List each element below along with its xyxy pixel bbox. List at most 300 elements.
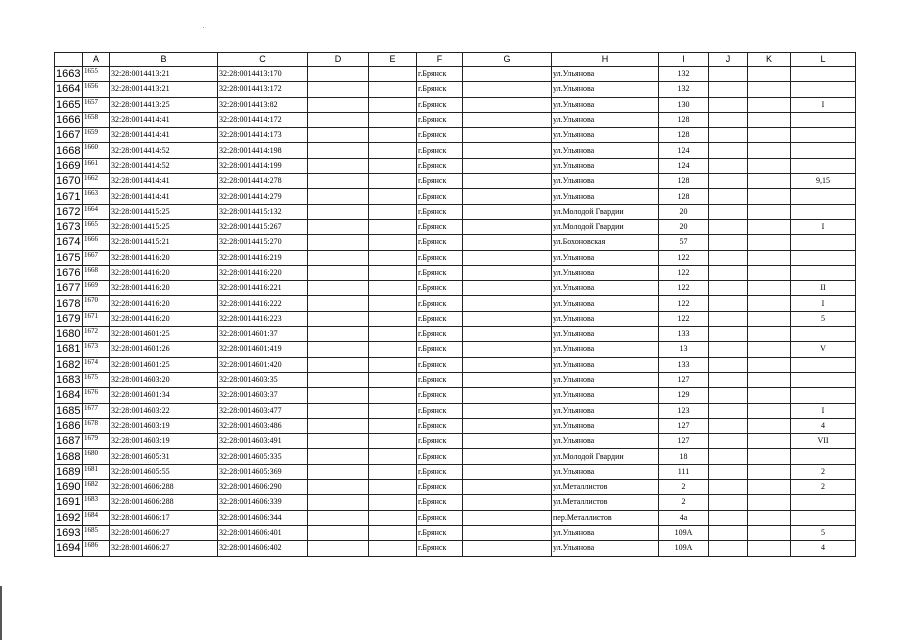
cell-c[interactable]: 32:28:0014416:220 [218,265,308,280]
cell-i[interactable]: 122 [659,265,709,280]
cell-j[interactable] [709,67,748,82]
cell-g[interactable] [463,418,552,433]
cell-h[interactable]: ул.Ульянова [552,372,659,387]
cell-g[interactable] [463,189,552,204]
cell-l[interactable] [791,388,856,403]
column-header-i[interactable]: I [659,53,709,67]
cell-l[interactable]: I [791,403,856,418]
cell-g[interactable] [463,204,552,219]
cell-g[interactable] [463,388,552,403]
cell-k[interactable] [748,357,791,372]
cell-j[interactable] [709,204,748,219]
cell-b[interactable]: 32:28:0014414:41 [110,189,218,204]
cell-h[interactable]: ул.Металлистов [552,495,659,510]
cell-c[interactable]: 32:28:0014414:279 [218,189,308,204]
cell-k[interactable] [748,525,791,540]
cell-j[interactable] [709,296,748,311]
cell-k[interactable] [748,434,791,449]
cell-b[interactable]: 32:28:0014606:27 [110,525,218,540]
cell-h[interactable]: ул.Ульянова [552,311,659,326]
row-number[interactable]: 1681 [55,342,83,357]
cell-l[interactable]: VII [791,434,856,449]
cell-f[interactable]: г.Брянск [417,82,463,97]
row-number[interactable]: 1665 [55,97,83,112]
cell-l[interactable]: II [791,281,856,296]
cell-f[interactable]: г.Брянск [417,495,463,510]
cell-e[interactable] [369,525,417,540]
cell-b[interactable]: 32:28:0014413:21 [110,67,218,82]
cell-k[interactable] [748,235,791,250]
cell-i[interactable]: 13 [659,342,709,357]
cell-e[interactable] [369,82,417,97]
cell-b[interactable]: 32:28:0014606:17 [110,510,218,525]
cell-b[interactable]: 32:28:0014606:27 [110,541,218,556]
cell-h[interactable]: ул.Ульянова [552,327,659,342]
cell-d[interactable] [308,143,369,158]
cell-b[interactable]: 32:28:0014601:26 [110,342,218,357]
cell-b[interactable]: 32:28:0014601:25 [110,357,218,372]
cell-f[interactable]: г.Брянск [417,342,463,357]
cell-f[interactable]: г.Брянск [417,418,463,433]
cell-d[interactable] [308,388,369,403]
cell-l[interactable] [791,250,856,265]
row-number[interactable]: 1663 [55,67,83,82]
row-number[interactable]: 1678 [55,296,83,311]
cell-l[interactable] [791,128,856,143]
cell-a[interactable]: 1657 [83,97,110,112]
cell-i[interactable]: 109А [659,525,709,540]
cell-j[interactable] [709,495,748,510]
cell-l[interactable]: I [791,296,856,311]
cell-a[interactable]: 1664 [83,204,110,219]
column-header-c[interactable]: C [218,53,308,67]
cell-i[interactable]: 122 [659,250,709,265]
cell-d[interactable] [308,480,369,495]
cell-d[interactable] [308,250,369,265]
cell-d[interactable] [308,265,369,280]
cell-d[interactable] [308,372,369,387]
cell-f[interactable]: г.Брянск [417,388,463,403]
cell-f[interactable]: г.Брянск [417,464,463,479]
cell-b[interactable]: 32:28:0014603:19 [110,434,218,449]
cell-f[interactable]: г.Брянск [417,250,463,265]
cell-e[interactable] [369,510,417,525]
row-number[interactable]: 1683 [55,372,83,387]
cell-f[interactable]: г.Брянск [417,327,463,342]
cell-h[interactable]: ул.Ульянова [552,189,659,204]
cell-b[interactable]: 32:28:0014416:20 [110,250,218,265]
cell-k[interactable] [748,67,791,82]
cell-a[interactable]: 1672 [83,327,110,342]
cell-g[interactable] [463,525,552,540]
cell-k[interactable] [748,204,791,219]
cell-c[interactable]: 32:28:0014414:199 [218,158,308,173]
column-header-k[interactable]: K [748,53,791,67]
cell-f[interactable]: г.Брянск [417,525,463,540]
cell-h[interactable]: ул.Ульянова [552,112,659,127]
cell-l[interactable]: I [791,219,856,234]
column-header-j[interactable]: J [709,53,748,67]
cell-d[interactable] [308,204,369,219]
cell-c[interactable]: 32:28:0014414:278 [218,174,308,189]
cell-a[interactable]: 1681 [83,464,110,479]
cell-j[interactable] [709,265,748,280]
cell-h[interactable]: ул.Ульянова [552,541,659,556]
cell-e[interactable] [369,403,417,418]
cell-g[interactable] [463,495,552,510]
cell-e[interactable] [369,265,417,280]
cell-a[interactable]: 1660 [83,143,110,158]
cell-f[interactable]: г.Брянск [417,281,463,296]
cell-a[interactable]: 1668 [83,265,110,280]
cell-b[interactable]: 32:28:0014603:19 [110,418,218,433]
cell-j[interactable] [709,525,748,540]
cell-l[interactable] [791,357,856,372]
row-number[interactable]: 1680 [55,327,83,342]
cell-l[interactable] [791,372,856,387]
cell-h[interactable]: ул.Ульянова [552,128,659,143]
cell-b[interactable]: 32:28:0014605:55 [110,464,218,479]
cell-h[interactable]: ул.Ульянова [552,388,659,403]
column-header-g[interactable]: G [463,53,552,67]
cell-c[interactable]: 32:28:0014603:491 [218,434,308,449]
cell-a[interactable]: 1663 [83,189,110,204]
cell-g[interactable] [463,311,552,326]
cell-g[interactable] [463,480,552,495]
cell-l[interactable]: 9,15 [791,174,856,189]
cell-c[interactable]: 32:28:0014603:486 [218,418,308,433]
cell-c[interactable]: 32:28:0014606:344 [218,510,308,525]
cell-g[interactable] [463,97,552,112]
cell-j[interactable] [709,97,748,112]
cell-l[interactable] [791,143,856,158]
row-number[interactable]: 1694 [55,541,83,556]
cell-k[interactable] [748,158,791,173]
cell-d[interactable] [308,82,369,97]
cell-l[interactable]: 5 [791,525,856,540]
cell-j[interactable] [709,464,748,479]
cell-g[interactable] [463,403,552,418]
cell-d[interactable] [308,128,369,143]
cell-k[interactable] [748,112,791,127]
cell-d[interactable] [308,97,369,112]
cell-c[interactable]: 32:28:0014605:335 [218,449,308,464]
cell-e[interactable] [369,219,417,234]
row-number[interactable]: 1675 [55,250,83,265]
cell-g[interactable] [463,281,552,296]
cell-d[interactable] [308,434,369,449]
cell-l[interactable] [791,204,856,219]
cell-i[interactable]: 111 [659,464,709,479]
cell-c[interactable]: 32:28:0014414:172 [218,112,308,127]
cell-a[interactable]: 1679 [83,434,110,449]
cell-k[interactable] [748,189,791,204]
cell-h[interactable]: ул.Ульянова [552,67,659,82]
cell-e[interactable] [369,327,417,342]
cell-a[interactable]: 1667 [83,250,110,265]
cell-i[interactable]: 123 [659,403,709,418]
cell-a[interactable]: 1682 [83,480,110,495]
cell-e[interactable] [369,189,417,204]
cell-k[interactable] [748,388,791,403]
cell-k[interactable] [748,281,791,296]
cell-f[interactable]: г.Брянск [417,143,463,158]
cell-h[interactable]: ул.Ульянова [552,434,659,449]
cell-l[interactable]: V [791,342,856,357]
cell-e[interactable] [369,434,417,449]
cell-d[interactable] [308,541,369,556]
cell-k[interactable] [748,372,791,387]
cell-a[interactable]: 1673 [83,342,110,357]
cell-g[interactable] [463,464,552,479]
cell-j[interactable] [709,143,748,158]
cell-e[interactable] [369,495,417,510]
cell-j[interactable] [709,158,748,173]
cell-f[interactable]: г.Брянск [417,112,463,127]
cell-j[interactable] [709,480,748,495]
cell-l[interactable] [791,82,856,97]
cell-f[interactable]: г.Брянск [417,372,463,387]
cell-d[interactable] [308,67,369,82]
cell-g[interactable] [463,128,552,143]
cell-i[interactable]: 128 [659,174,709,189]
cell-l[interactable] [791,449,856,464]
cell-h[interactable]: ул.Ульянова [552,250,659,265]
cell-g[interactable] [463,372,552,387]
cell-e[interactable] [369,311,417,326]
cell-a[interactable]: 1658 [83,112,110,127]
cell-j[interactable] [709,372,748,387]
cell-i[interactable]: 2 [659,495,709,510]
cell-h[interactable]: ул.Ульянова [552,82,659,97]
cell-f[interactable]: г.Брянск [417,480,463,495]
cell-a[interactable]: 1684 [83,510,110,525]
cell-k[interactable] [748,97,791,112]
cell-i[interactable]: 133 [659,327,709,342]
cell-c[interactable]: 32:28:0014416:219 [218,250,308,265]
cell-e[interactable] [369,372,417,387]
cell-j[interactable] [709,327,748,342]
cell-g[interactable] [463,82,552,97]
cell-l[interactable]: 2 [791,464,856,479]
cell-b[interactable]: 32:28:0014414:41 [110,128,218,143]
cell-d[interactable] [308,189,369,204]
cell-a[interactable]: 1685 [83,525,110,540]
cell-f[interactable]: г.Брянск [417,510,463,525]
cell-e[interactable] [369,174,417,189]
cell-g[interactable] [463,67,552,82]
cell-e[interactable] [369,158,417,173]
cell-l[interactable]: 4 [791,418,856,433]
cell-f[interactable]: г.Брянск [417,67,463,82]
row-number[interactable]: 1689 [55,464,83,479]
cell-c[interactable]: 32:28:0014416:222 [218,296,308,311]
cell-c[interactable]: 32:28:0014603:35 [218,372,308,387]
cell-j[interactable] [709,311,748,326]
cell-a[interactable]: 1676 [83,388,110,403]
row-number[interactable]: 1684 [55,388,83,403]
cell-f[interactable]: г.Брянск [417,541,463,556]
cell-c[interactable]: 32:28:0014416:221 [218,281,308,296]
cell-e[interactable] [369,281,417,296]
cell-b[interactable]: 32:28:0014603:20 [110,372,218,387]
cell-j[interactable] [709,541,748,556]
column-header-a[interactable]: A [83,53,110,67]
cell-d[interactable] [308,510,369,525]
cell-c[interactable]: 32:28:0014606:339 [218,495,308,510]
cell-e[interactable] [369,67,417,82]
cell-c[interactable]: 32:28:0014601:37 [218,327,308,342]
cell-i[interactable]: 124 [659,158,709,173]
cell-h[interactable]: ул.Ульянова [552,525,659,540]
cell-d[interactable] [308,112,369,127]
row-number[interactable]: 1667 [55,128,83,143]
cell-e[interactable] [369,97,417,112]
cell-g[interactable] [463,541,552,556]
cell-h[interactable]: ул.Ульянова [552,158,659,173]
cell-h[interactable]: ул.Ульянова [552,281,659,296]
cell-j[interactable] [709,112,748,127]
row-number[interactable]: 1687 [55,434,83,449]
cell-l[interactable] [791,265,856,280]
cell-l[interactable]: 5 [791,311,856,326]
cell-k[interactable] [748,510,791,525]
cell-e[interactable] [369,112,417,127]
cell-c[interactable]: 32:28:0014413:82 [218,97,308,112]
cell-e[interactable] [369,250,417,265]
cell-j[interactable] [709,342,748,357]
cell-a[interactable]: 1670 [83,296,110,311]
row-number[interactable]: 1690 [55,480,83,495]
cell-k[interactable] [748,296,791,311]
cell-a[interactable]: 1677 [83,403,110,418]
column-header-d[interactable]: D [308,53,369,67]
cell-b[interactable]: 32:28:0014601:34 [110,388,218,403]
cell-i[interactable]: 130 [659,97,709,112]
cell-c[interactable]: 32:28:0014605:369 [218,464,308,479]
cell-i[interactable]: 127 [659,434,709,449]
cell-l[interactable] [791,67,856,82]
cell-f[interactable]: г.Брянск [417,204,463,219]
row-number[interactable]: 1664 [55,82,83,97]
cell-e[interactable] [369,235,417,250]
cell-k[interactable] [748,128,791,143]
cell-j[interactable] [709,281,748,296]
cell-h[interactable]: ул.Ульянова [552,418,659,433]
cell-h[interactable]: ул.Ульянова [552,97,659,112]
cell-b[interactable]: 32:28:0014415:25 [110,219,218,234]
cell-l[interactable]: I [791,97,856,112]
cell-d[interactable] [308,525,369,540]
cell-j[interactable] [709,434,748,449]
cell-g[interactable] [463,174,552,189]
cell-f[interactable]: г.Брянск [417,174,463,189]
cell-e[interactable] [369,541,417,556]
cell-a[interactable]: 1666 [83,235,110,250]
cell-l[interactable] [791,158,856,173]
cell-e[interactable] [369,357,417,372]
column-header-b[interactable]: B [110,53,218,67]
cell-b[interactable]: 32:28:0014416:20 [110,265,218,280]
cell-a[interactable]: 1669 [83,281,110,296]
cell-k[interactable] [748,82,791,97]
cell-i[interactable]: 2 [659,480,709,495]
cell-d[interactable] [308,219,369,234]
cell-g[interactable] [463,219,552,234]
cell-c[interactable]: 32:28:0014606:402 [218,541,308,556]
cell-a[interactable]: 1662 [83,174,110,189]
cell-h[interactable]: ул.Молодой Гвардии [552,219,659,234]
cell-c[interactable]: 32:28:0014414:198 [218,143,308,158]
cell-a[interactable]: 1655 [83,67,110,82]
cell-i[interactable]: 128 [659,189,709,204]
cell-c[interactable]: 32:28:0014603:477 [218,403,308,418]
cell-k[interactable] [748,327,791,342]
cell-h[interactable]: ул.Ульянова [552,403,659,418]
cell-e[interactable] [369,480,417,495]
cell-g[interactable] [463,158,552,173]
cell-g[interactable] [463,235,552,250]
cell-g[interactable] [463,342,552,357]
cell-j[interactable] [709,403,748,418]
cell-a[interactable]: 1665 [83,219,110,234]
row-number[interactable]: 1685 [55,403,83,418]
cell-c[interactable]: 32:28:0014603:37 [218,388,308,403]
cell-b[interactable]: 32:28:0014414:52 [110,143,218,158]
cell-b[interactable]: 32:28:0014415:25 [110,204,218,219]
cell-e[interactable] [369,449,417,464]
cell-f[interactable]: г.Брянск [417,97,463,112]
cell-b[interactable]: 32:28:0014414:41 [110,174,218,189]
cell-k[interactable] [748,342,791,357]
cell-c[interactable]: 32:28:0014601:420 [218,357,308,372]
cell-f[interactable]: г.Брянск [417,434,463,449]
row-number[interactable]: 1666 [55,112,83,127]
cell-j[interactable] [709,174,748,189]
cell-b[interactable]: 32:28:0014606:288 [110,495,218,510]
column-header-l[interactable]: L [791,53,856,67]
row-number[interactable]: 1692 [55,510,83,525]
cell-j[interactable] [709,235,748,250]
cell-a[interactable]: 1659 [83,128,110,143]
cell-d[interactable] [308,449,369,464]
cell-d[interactable] [308,158,369,173]
cell-f[interactable]: г.Брянск [417,265,463,280]
cell-i[interactable]: 124 [659,143,709,158]
row-number[interactable]: 1693 [55,525,83,540]
cell-f[interactable]: г.Брянск [417,189,463,204]
row-number[interactable]: 1677 [55,281,83,296]
cell-h[interactable]: пер.Металлистов [552,510,659,525]
cell-a[interactable]: 1674 [83,357,110,372]
cell-b[interactable]: 32:28:0014415:21 [110,235,218,250]
cell-b[interactable]: 32:28:0014416:20 [110,296,218,311]
cell-k[interactable] [748,449,791,464]
cell-g[interactable] [463,434,552,449]
cell-i[interactable]: 127 [659,418,709,433]
cell-h[interactable]: ул.Ульянова [552,296,659,311]
cell-j[interactable] [709,418,748,433]
row-number[interactable]: 1679 [55,311,83,326]
cell-d[interactable] [308,281,369,296]
cell-f[interactable]: г.Брянск [417,296,463,311]
cell-g[interactable] [463,296,552,311]
cell-c[interactable]: 32:28:0014413:170 [218,67,308,82]
cell-b[interactable]: 32:28:0014414:52 [110,158,218,173]
cell-i[interactable]: 128 [659,128,709,143]
cell-i[interactable]: 57 [659,235,709,250]
cell-i[interactable]: 4а [659,510,709,525]
